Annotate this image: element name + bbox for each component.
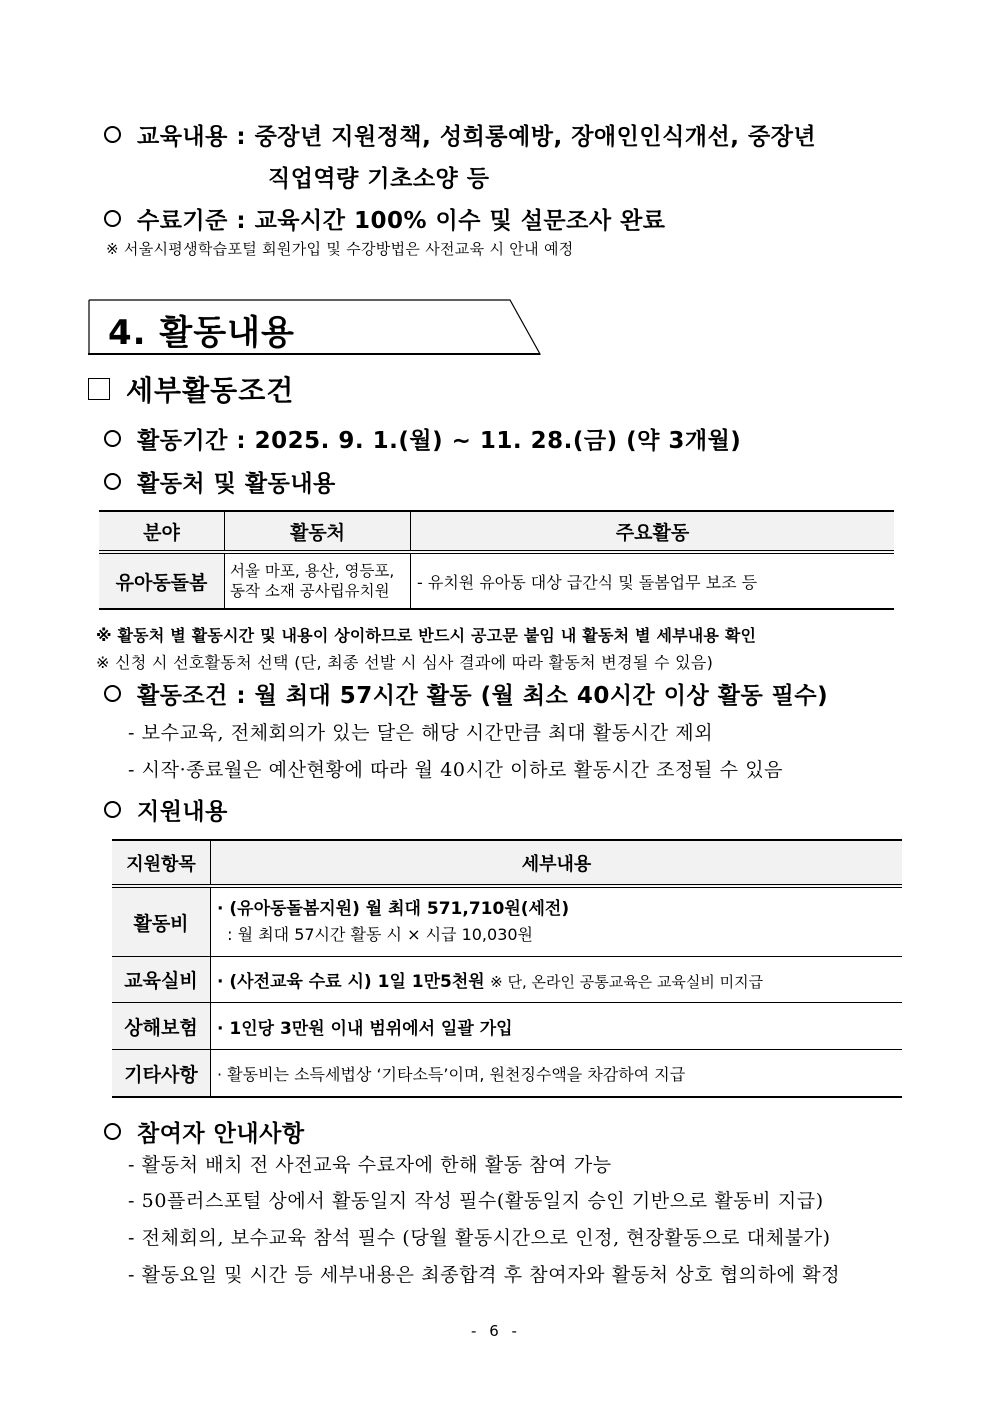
bullet-icon [104, 430, 121, 447]
table-row [99, 552, 894, 609]
header-field: 분야 [99, 511, 225, 552]
detail-note: ※ 단, 온라인 공통교육은 교육실비 미지급 [490, 973, 764, 991]
section-title-text: 활동내용 [159, 313, 295, 353]
participant-heading-text: 참여자 안내사항 [137, 1121, 305, 1147]
places-heading [104, 465, 336, 498]
page-number: - 6 - [471, 1322, 521, 1340]
support-heading-text: 지원내용 [137, 799, 228, 825]
participant-item: - 전체회의, 보수교육 참석 필수 (당월 활동시간으로 인정, 현장활동으로 대체불가) [128, 1227, 831, 1249]
detail-line: : 월 최대 57시간 활동 시 × 시급 10,030원 [217, 925, 534, 944]
education-completion: 수료기준 : 교육시간 100% 이수 및 설문조사 완료 [104, 202, 666, 235]
places-note-2: ※ 신청 시 선호활동처 선택 (단, 최종 선발 시 심사 결과에 따라 활동처 변경될 수 있음) [96, 653, 714, 672]
field-cell: 유아동돌봄 [99, 552, 225, 609]
header-place: 활동처 [225, 511, 411, 552]
detail-cell [211, 886, 903, 957]
table-header-row [99, 511, 894, 552]
detail-line: · (유아동돌봄지원) 월 최대 571,710원(세전) [217, 899, 570, 919]
header-activity: 주요활동 [411, 511, 895, 552]
bullet-icon [104, 473, 121, 490]
bullet-icon [104, 801, 121, 818]
conditions-item: - 시작·종료월은 예산현황에 따라 월 40시간 이하로 활동시간 조정될 수 있음 [128, 759, 784, 781]
support-table [112, 839, 902, 1098]
detail-cell [211, 957, 903, 1003]
places-table [99, 510, 894, 610]
section-number: 4. [108, 313, 147, 353]
place-line: 서울 마포, 용산, 영등포, [230, 562, 395, 580]
detail-cell: · 1인당 3만원 이내 범위에서 일괄 가입 [211, 1003, 903, 1050]
subsection-title-text: 세부활동조건 [126, 374, 295, 407]
education-content-label: 교육내용 [137, 124, 228, 150]
conditions-value: 월 최대 57시간 활동 (월 최소 40시간 이상 활동 필수) [254, 683, 829, 709]
education-content-value: 중장년 지원정책, 성희롱예방, 장애인인식개선, 중장년 [254, 124, 817, 150]
subsection-title [88, 369, 294, 409]
table-row [112, 886, 902, 957]
participant-item: - 50플러스포털 상에서 활동일지 작성 필수(활동일지 승인 기반으로 활동비 지급) [128, 1190, 824, 1212]
header-item: 지원항목 [112, 840, 211, 886]
bullet-icon [104, 685, 121, 702]
education-note: ※ 서울시평생학습포털 회원가입 및 수강방법은 사전교육 시 안내 예정 [106, 240, 574, 258]
support-heading [104, 793, 228, 826]
section-heading [88, 299, 540, 354]
period-label: 활동기간 [137, 428, 228, 454]
item-cell: 교육실비 [112, 957, 211, 1003]
completion-value: 교육시간 100% 이수 및 설문조사 완료 [254, 208, 666, 234]
bullet-icon [104, 126, 121, 143]
header-detail: 세부내용 [211, 840, 903, 886]
bullet-icon [104, 210, 121, 227]
places-note-1: ※ 활동처 별 활동시간 및 내용이 상이하므로 반드시 공고문 붙임 내 활동처 별 세부내용 확인 [96, 626, 757, 645]
place-line: 동작 소재 공사립유치원 [230, 582, 390, 600]
bullet-icon [104, 1123, 121, 1140]
activity-conditions: 활동조건 : 월 최대 57시간 활동 (월 최소 40시간 이상 활동 필수) [104, 677, 828, 710]
participant-item: - 활동요일 및 시간 등 세부내용은 최종합격 후 참여자와 활동처 상호 협의하에 확정 [128, 1264, 841, 1286]
table-row [112, 1050, 902, 1098]
section-title [108, 305, 295, 354]
activity-cell: - 유치원 유아동 대상 급간식 및 돌봄업무 보조 등 [411, 552, 895, 609]
places-heading-text: 활동처 및 활동내용 [137, 471, 336, 497]
conditions-label: 활동조건 [137, 683, 228, 709]
item-cell: 기타사항 [112, 1050, 211, 1098]
item-cell: 상해보험 [112, 1003, 211, 1050]
table-row [112, 1003, 902, 1050]
activity-period: 활동기간 : 2025. 9. 1.(월) ~ 11. 28.(금) (약 3개월) [104, 422, 741, 455]
checkbox-square-icon [88, 378, 110, 400]
detail-cell: · 활동비는 소득세법상 ‘기타소득’이며, 원천징수액을 차감하여 지급 [211, 1050, 903, 1098]
detail-line: · (사전교육 수료 시) 1일 1만5천원 [217, 972, 485, 992]
place-cell [225, 552, 411, 609]
completion-label: 수료기준 [137, 208, 228, 234]
participant-heading [104, 1115, 305, 1148]
period-value: 2025. 9. 1.(월) ~ 11. 28.(금) (약 3개월) [254, 428, 742, 454]
education-content: 교육내용 : 중장년 지원정책, 성희롱예방, 장애인인식개선, 중장년 [104, 118, 816, 151]
participant-item: - 활동처 배치 전 사전교육 수료자에 한해 활동 참여 가능 [128, 1154, 612, 1176]
table-header-row [112, 840, 902, 886]
item-cell: 활동비 [112, 886, 211, 957]
conditions-item: - 보수교육, 전체회의가 있는 달은 해당 시간만큼 최대 활동시간 제외 [128, 722, 714, 744]
education-content-cont: 직업역량 기초소양 등 [268, 166, 490, 192]
table-row [112, 957, 902, 1003]
